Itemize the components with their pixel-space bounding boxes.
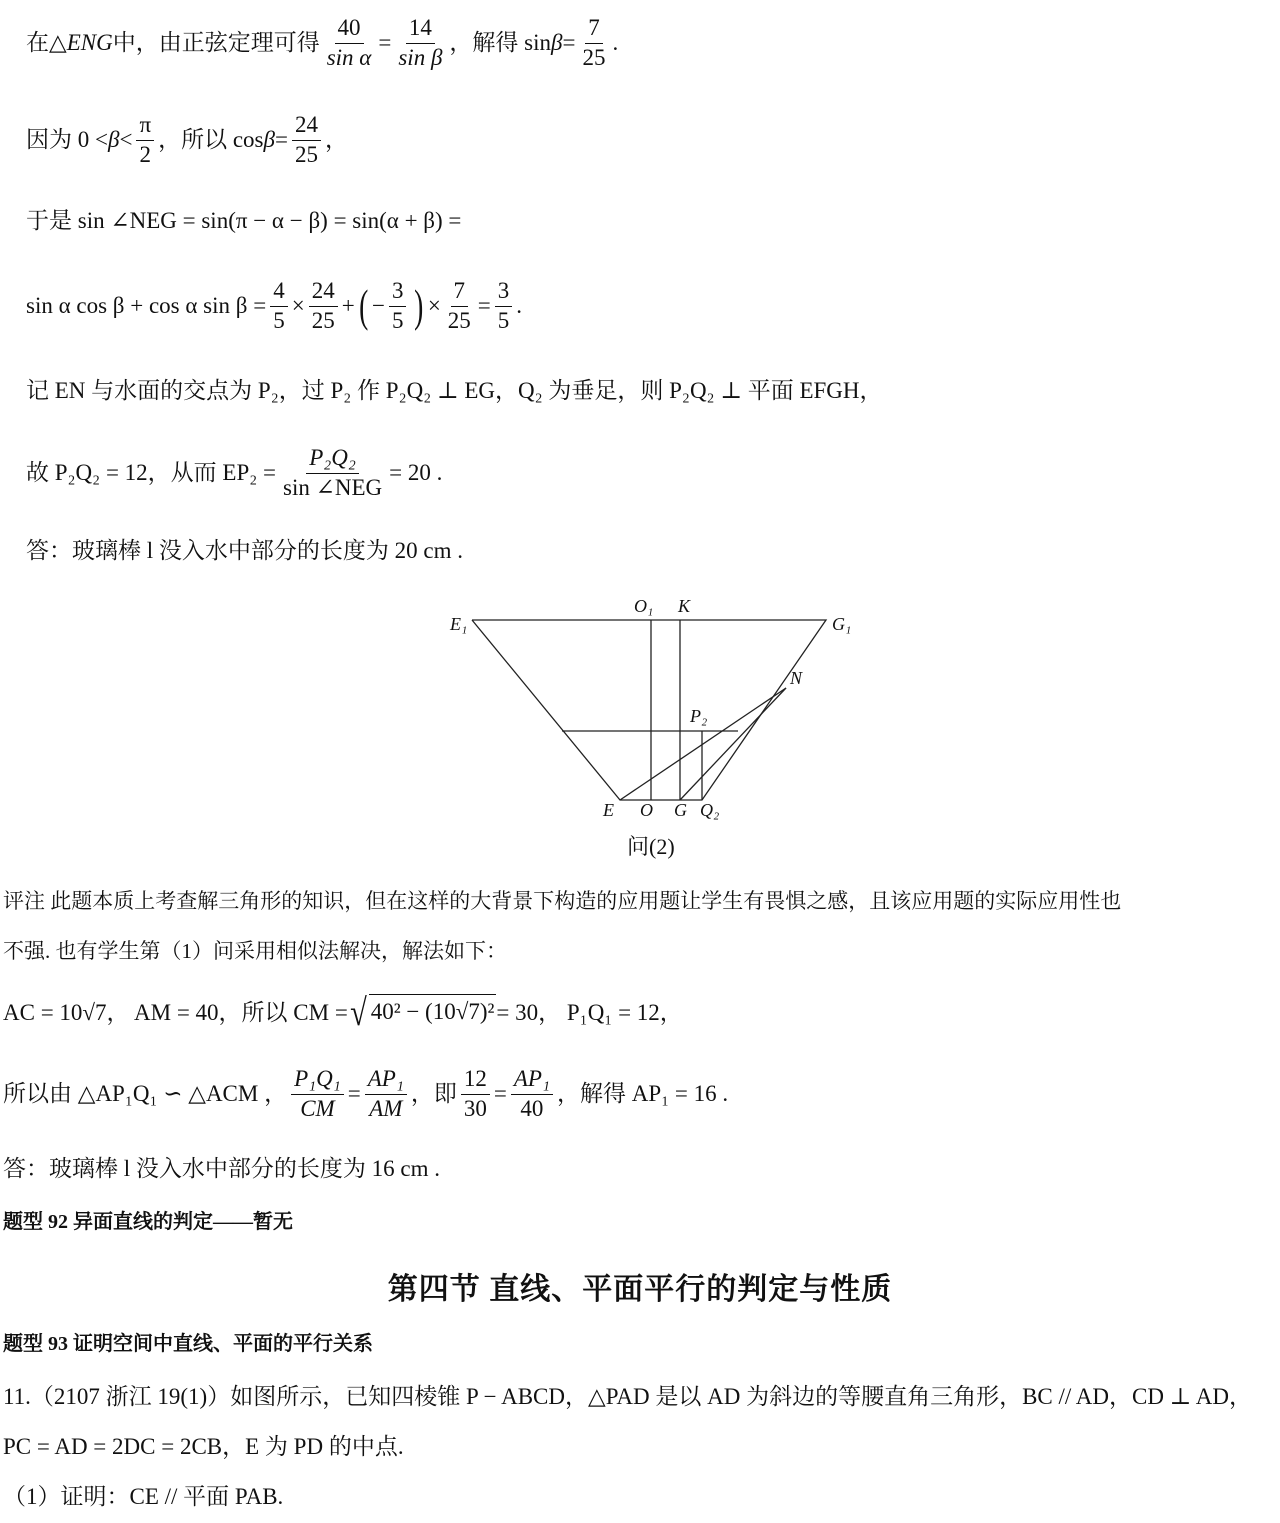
- denominator: 25: [294, 141, 318, 167]
- text: ENG: [66, 30, 113, 55]
- fraction: [324, 16, 375, 69]
- fraction: [445, 279, 474, 332]
- right-paren: ): [414, 280, 424, 331]
- fraction: [511, 1067, 553, 1120]
- problem-11-conditions: [3, 1430, 1272, 1464]
- left-paren: (: [358, 280, 368, 331]
- segment-gn: [680, 688, 786, 800]
- line-answer-20: [26, 534, 1272, 568]
- label-q2: Q₂: [700, 800, 720, 820]
- text: β: [263, 127, 275, 152]
- text: β: [107, 127, 120, 152]
- numerator: 12: [461, 1067, 490, 1094]
- denominator: CM: [300, 1095, 335, 1121]
- radical-sign: √: [349, 992, 367, 1034]
- text: 答：玻璃棒 l 没入水中部分的长度为 16 cm .: [3, 1156, 440, 1181]
- line-p2-definition: [26, 374, 1272, 408]
- text: 记 EN 与水面的交点为 P₂，过 P₂ 作 P₂Q₂ ⊥ EG，Q₂ 为垂足，则 P₂Q₂ ⊥ 平面 EFGH，: [26, 378, 883, 403]
- denominator: 25: [447, 307, 471, 333]
- text: =: [274, 127, 288, 152]
- label-o1: O₁: [634, 596, 654, 616]
- text: 不强. 也有学生第（1）问采用相似法解决，解法如下：: [3, 939, 507, 963]
- question-type-93: [3, 1328, 1272, 1360]
- fraction: [280, 446, 385, 499]
- text: 11.（2107 浙江 19(1)）如图所示，已知四棱锥 P − ABCD，△PAD 是以 AD 为斜边的等腰直角三角形，BC // AD，CD ⊥ AD，: [3, 1384, 1253, 1409]
- text: ×: [291, 293, 305, 318]
- fraction: [389, 279, 407, 332]
- denominator: sin α: [326, 44, 372, 70]
- text: <: [119, 127, 133, 152]
- text: 题型 92 异面直线的判定——暂无: [3, 1211, 293, 1233]
- text: 答：玻璃棒 l 没入水中部分的长度为 20 cm .: [26, 538, 463, 563]
- fraction: [461, 1067, 490, 1120]
- text: sin α cos β + cos α sin β =: [26, 293, 267, 318]
- line-ep2: [26, 444, 1272, 502]
- text: =: [493, 1081, 507, 1106]
- denominator: 2: [139, 141, 151, 167]
- denominator: 40: [520, 1095, 544, 1121]
- label-g: G: [674, 800, 687, 820]
- denominator: 25: [311, 307, 335, 333]
- line-similar-triangles: [3, 1064, 1272, 1124]
- text: 于是 sin ∠NEG = sin(π − α − β) = sin(α + β) =: [26, 208, 462, 233]
- line-cos-beta: [26, 112, 1272, 168]
- numerator: 3: [495, 279, 513, 306]
- numerator: 7: [451, 279, 469, 306]
- numerator: 3: [389, 279, 407, 306]
- label-g1: G₁: [832, 614, 852, 634]
- numerator: 24: [292, 113, 321, 140]
- text: PC = AD = 2DC = 2CB，E 为 PD 的中点.: [3, 1434, 404, 1459]
- denominator: AM: [369, 1095, 403, 1121]
- label-e: E: [603, 800, 614, 820]
- text: 因为 0 <: [26, 127, 108, 152]
- numerator: AP₁: [511, 1067, 553, 1094]
- line-answer-16: [3, 1152, 1272, 1186]
- numerator: AP₁: [365, 1067, 407, 1094]
- segment-en: [620, 688, 786, 800]
- section-title: 第四节 直线、平面平行的判定与性质: [387, 1273, 893, 1306]
- fraction: [495, 279, 513, 332]
- text: ，: [324, 127, 348, 152]
- text: .: [516, 293, 523, 318]
- triangle-symbol: △: [49, 30, 67, 55]
- numerator: P₂Q₂: [306, 446, 359, 473]
- fraction: [270, 279, 288, 332]
- fraction: [365, 1067, 407, 1120]
- denominator: sin ∠NEG: [283, 474, 383, 500]
- question-type-92: [3, 1206, 1272, 1238]
- numerator: π: [136, 113, 154, 140]
- denominator: sin β: [398, 44, 443, 70]
- label-k: K: [678, 596, 691, 616]
- text: =: [347, 1081, 361, 1106]
- text: .: [612, 30, 619, 55]
- fraction: [292, 113, 321, 166]
- text: 评注 此题本质上考查解三角形的知识，但在这样的大背景下构造的应用题让学生有畏惧之感，且该应用题的实际应用性也: [3, 889, 1122, 913]
- text: β: [551, 30, 563, 55]
- numerator: 40: [335, 16, 364, 43]
- text: =: [378, 30, 392, 55]
- trapezoid-outline: [472, 620, 826, 800]
- line-commentary-2: [3, 934, 1272, 968]
- trapezoid-diagram: [440, 590, 880, 860]
- text: ，解得 sin: [449, 30, 551, 55]
- numerator: 14: [406, 16, 435, 43]
- label-o: O: [640, 800, 653, 820]
- numerator: P₁Q₁: [291, 1067, 344, 1094]
- text: 题型 93 证明空间中直线、平面的平行关系: [3, 1333, 373, 1355]
- text: = 30， P₁Q₁ = 12，: [496, 1000, 683, 1025]
- text: 所以由 △AP₁Q₁ ∽ △ACM ，: [3, 1081, 288, 1106]
- line-sin-neg: [26, 204, 1272, 238]
- text: ×: [427, 293, 441, 318]
- fraction: [395, 16, 445, 69]
- problem-11-statement: [3, 1380, 1272, 1414]
- fraction: [136, 113, 154, 166]
- label-p2: P₂: [690, 706, 708, 726]
- figure-caption: 问(2): [627, 834, 675, 859]
- line-cm-calc: [3, 988, 1272, 1038]
- square-root: [348, 994, 497, 1032]
- numerator: 4: [270, 279, 288, 306]
- line-sin-expansion: [26, 276, 1272, 336]
- denominator: 5: [497, 307, 510, 333]
- text: = 20 .: [389, 460, 443, 485]
- label-e1: E₁: [450, 614, 468, 634]
- text: 在: [26, 30, 49, 55]
- denominator: 25: [582, 44, 606, 70]
- fraction: [291, 1067, 344, 1120]
- denominator: 5: [273, 307, 285, 333]
- line-commentary: [3, 884, 1272, 918]
- text: ，所以 cos: [158, 127, 264, 152]
- text: −: [372, 293, 385, 318]
- problem-11-part-1: [3, 1480, 1272, 1514]
- text: ，即: [410, 1081, 457, 1106]
- text: +: [341, 293, 355, 318]
- text: （1）证明：CE // 平面 PAB.: [3, 1484, 284, 1509]
- label-n: N: [790, 668, 803, 688]
- text: ，解得 AP₁ = 16 .: [556, 1081, 729, 1106]
- text: AC = 10√7， AM = 40，所以 CM =: [3, 1000, 348, 1025]
- text: =: [562, 30, 576, 55]
- line-law-of-sines: [26, 16, 1272, 70]
- fraction: [309, 279, 338, 332]
- numerator: 7: [585, 16, 603, 43]
- denominator: 5: [391, 307, 404, 333]
- text: 中，由正弦定理可得: [112, 30, 320, 55]
- fraction: [579, 16, 608, 69]
- text: =: [477, 293, 491, 318]
- text: 故 P₂Q₂ = 12，从而 EP₂ =: [26, 460, 276, 485]
- numerator: 24: [309, 279, 338, 306]
- radicand: 40² − (10√7)²: [369, 994, 497, 1032]
- denominator: 30: [463, 1095, 487, 1121]
